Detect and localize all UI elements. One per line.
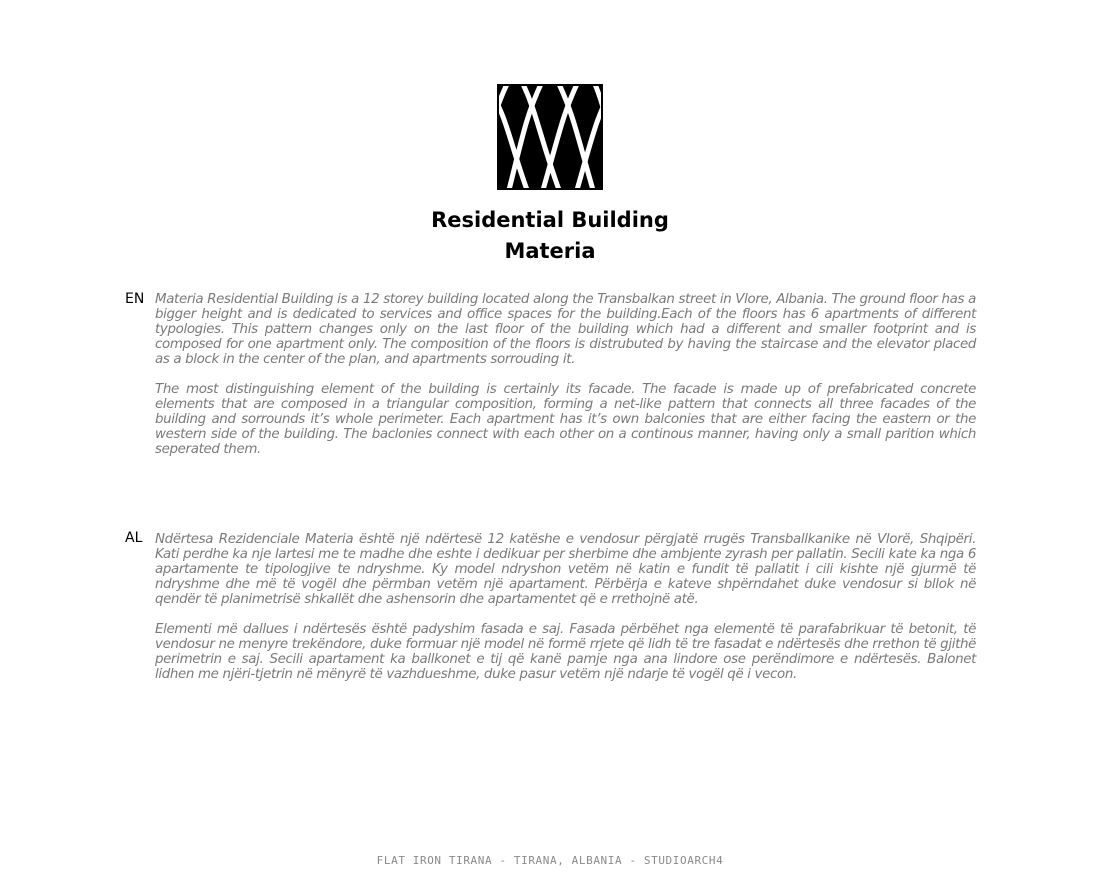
- page-subtitle: Materia: [504, 239, 596, 263]
- page-title: Residential Building: [431, 208, 669, 232]
- facade-pattern-logo-icon: [497, 84, 603, 190]
- description-paragraph-en-2: The most distinguishing element of the building is certainly its facade. The facade is made up of prefabricated concrete elements that are composed in a triangular composition, forming a net-like pattern that connects all three facades of the building and sorrounds it’s whole perimeter. Each apartment has it’s own balconies that are either facing the eastern or the western side of the building. The baclonies connect with each other on a continous manner, having only a small parition which seperated them.: [155, 382, 976, 457]
- description-paragraph-en-1: Materia Residential Building is a 12 storey building located along the Transbalkan street in Vlore, Albania. The ground floor has a bigger height and is dedicated to services and office spaces for the building.Each of the floors has 6 apartments of different typologies. This pattern changes only on the last floor of the building which had a different and smaller footprint and is composed for one apartment only. The composition of the floors is distrubuted by having the staircase and the elevator placed as a block in the center of the plan, and apartments sorrouding it.: [155, 292, 976, 367]
- language-label-en: EN: [125, 291, 145, 307]
- footer-caption: FLAT IRON TIRANA - TIRANA, ALBANIA - STUDIOARCH4: [376, 854, 724, 867]
- language-label-al: AL: [125, 530, 143, 546]
- description-paragraph-al-1: Ndërtesa Rezidenciale Materia është një ndërtesë 12 katëshe e vendosur përgjatë rrugës Transballkanike në Vlorë, Shqipëri. Kati perdhe ka nje lartesi me te madhe dhe eshte i dedikuar per sherbime dhe ambjente zyrash per pallatin. Secili kate ka nga 6 apartamente te tipologjive te ndryshme. Ky model ndryshon vetëm në katin e fundit të pallatit i cili kishte një gjurmë të ndryshme dhe më të vogël dhe përmban vetëm një apartament. Përbërja e kateve shpërndahet duke vendosur si bllok në qendër të planimetrisë shkallët dhe ashensorin dhe apartamentet që e rrethojnë atë.: [155, 532, 976, 607]
- description-paragraph-al-2: Elementi më dallues i ndërtesës është padyshim fasada e saj. Fasada përbëhet nga elementë të parafabrikuar të betonit, të vendosur ne menyre trekëndore, duke formuar një model në formë rrjete që lidh të tre fasadat e ndërtesës dhe rrethon të gjithë perimetrin e saj. Secili apartament ka ballkonet e tij që kanë pamje nga ana lindore ose perëndimore e ndërtesës. Balonet lidhen me njëri-tjetrin në mënyrë të vazhdueshme, duke pasur vetëm një ndarje të vogël që i vecon.: [155, 622, 976, 682]
